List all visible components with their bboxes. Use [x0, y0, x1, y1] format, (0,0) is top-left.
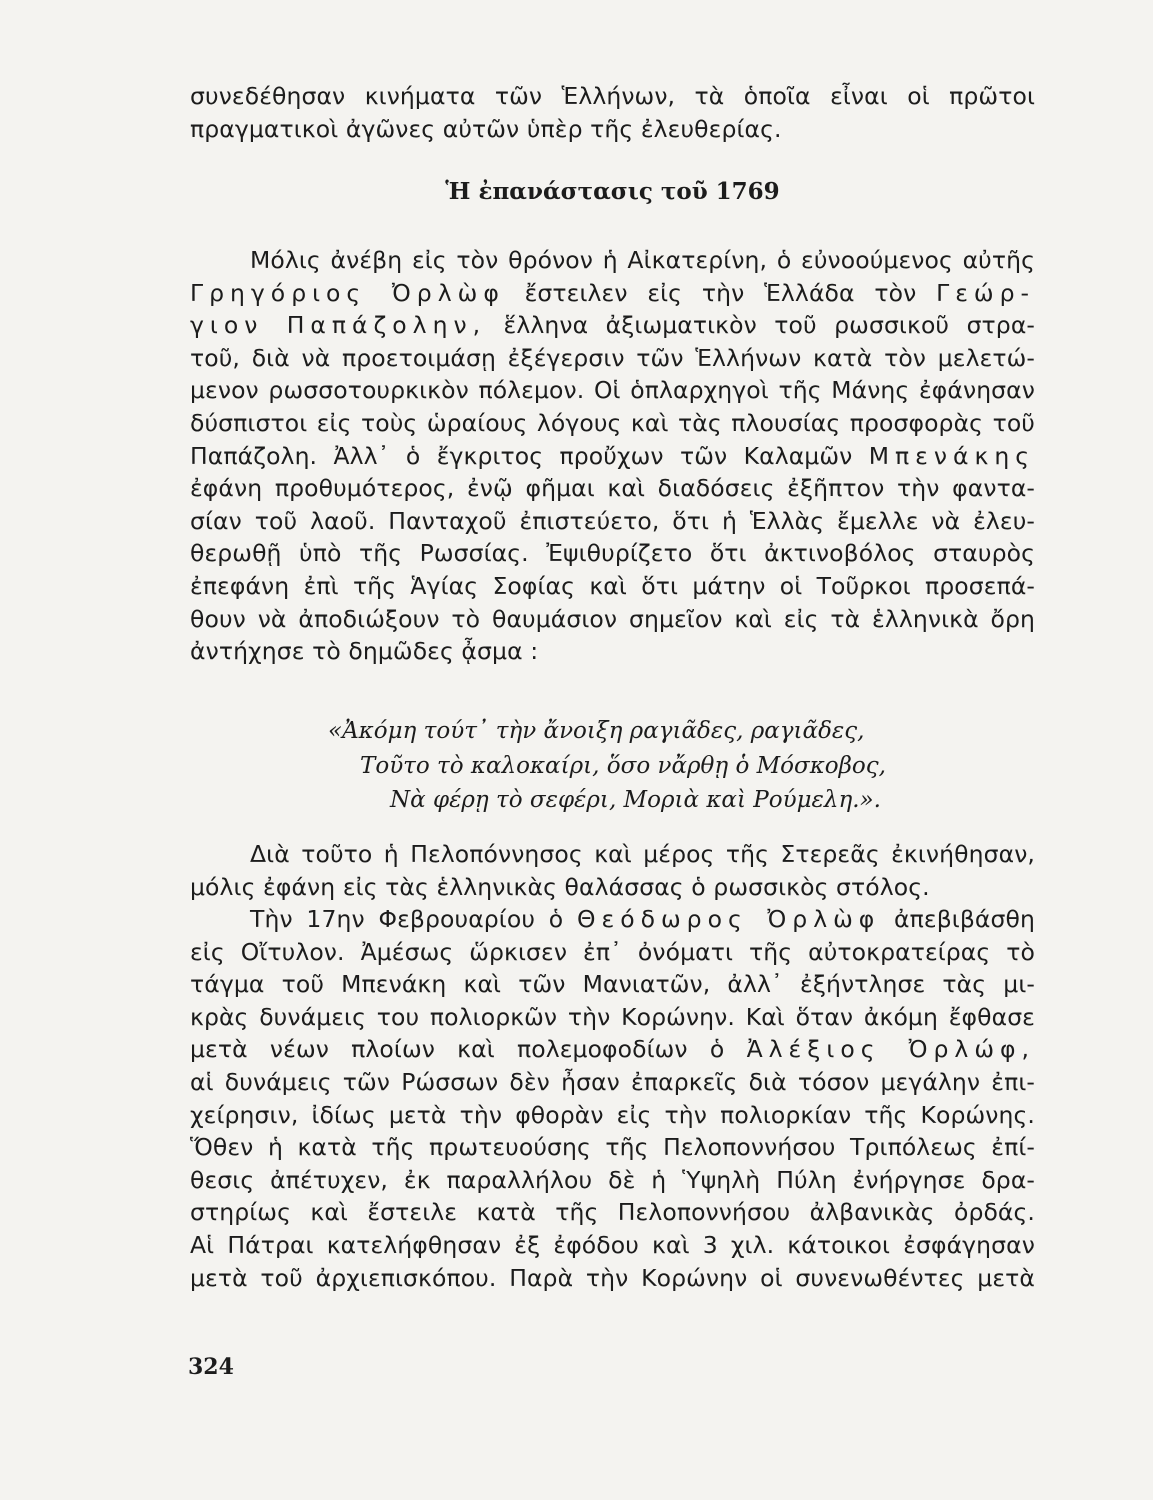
paragraph-1 — [190, 244, 1035, 668]
person-name: Μπενάκης — [868, 441, 1035, 470]
text-line: μενον ρωσσοτουρκικὸν πόλεμον. Οἱ ὁπλαρχηγοὶ τῆς Μάνης ἐφάνησαν — [190, 376, 1035, 405]
text-line: πραγματικοὶ ἀγῶνες αὐτῶν ὑπὲρ τῆς ἐλευθερίας. — [190, 114, 782, 143]
text-line: τάγμα τοῦ Μπενάκη καὶ τῶν Μανιατῶν, ἀλλ᾽ ἐξήντλησε τὰς μι- — [190, 970, 1035, 999]
poem-line: Τοῦτο τὸ καλοκαίρι, ὅσο νἄρθῃ ὁ Μόσκοβος, — [360, 752, 886, 779]
intro-paragraph — [190, 80, 1035, 145]
section-heading: Ἡ ἐπανάστασις τοῦ 1769 — [445, 178, 780, 205]
text-line — [190, 1033, 1035, 1066]
text-line — [190, 440, 1035, 473]
poem-line: «Ἀκόμη τούτ᾽ τὴν ἄνοιξη ραγιᾶδες, ραγιᾶδες, — [328, 718, 865, 744]
text-span: Παπάζολη. Ἀλλ᾽ ὁ ἔγκριτος προὔχων τῶν Καλαμῶν — [190, 441, 869, 470]
text-line: μόλις ἐφάνη εἰς τὰς ἑλληνικὰς θαλάσσας ὁ ρωσσικὸς στόλος. — [190, 872, 930, 901]
text-line: μετὰ τοῦ ἀρχιεπισκόπου. Παρὰ τὴν Κορώνην οἱ συνενωθέντες μετὰ — [190, 1263, 1035, 1292]
text-line: εἰς Οἴτυλον. Ἀμέσως ὥρκισεν ἐπ᾽ ὀνόματι τῆς αὐτοκρατείρας τὸ — [190, 937, 1035, 966]
text-span: ἕλληνα ἀξιωματικὸν τοῦ ρωσσικοῦ στρα- — [486, 311, 1035, 340]
text-line: σίαν τοῦ λαοῦ. Πανταχοῦ ἐπιστεύετο, ὅτι ἡ Ἑλλὰς ἔμελλε νὰ ἐλευ- — [190, 506, 1035, 535]
folk-song-quote — [190, 714, 1035, 818]
person-name: γιον Παπάζολην, — [190, 311, 487, 340]
text-line — [190, 277, 1035, 310]
text-line: ἀντήχησε τὸ δημῶδες ᾆσμα : — [190, 637, 539, 666]
text-line: Μόλις ἀνέβη εἰς τὸν θρόνον ἡ Αἰκατερίνη, ὁ εὐνοούμενος αὐτῆς — [250, 246, 1035, 274]
text-span: Τὴν 17ην Φεβρουαρίου ὁ — [250, 905, 578, 933]
text-line: κρὰς δυνάμεις του πολιορκῶν τὴν Κορώνην. Καὶ ὅταν ἀκόμη ἔφθασε — [190, 1002, 1035, 1031]
text-line: θεσις ἀπέτυχεν, ἐκ παραλλήλου δὲ ἡ Ὑψηλὴ Πύλη ἐνήργησε δρα- — [190, 1165, 1035, 1194]
text-line: αἱ δυνάμεις τῶν Ρώσσων δὲν ἦσαν ἐπαρκεῖς διὰ τόσον μεγάλην ἐπι- — [190, 1067, 1035, 1096]
text-span: ἔστειλεν εἰς τὴν Ἑλλάδα τὸν — [504, 278, 937, 307]
poem-line: Νὰ φέρῃ τὸ σεφέρι, Μοριὰ καὶ Ρούμελη.». — [390, 787, 881, 813]
text-span: ἀπεβιβάσθη — [880, 905, 1035, 933]
person-name: Γεώρ- — [936, 278, 1035, 307]
person-name: Θεόδωρος Ὀρλὼφ — [577, 905, 881, 933]
text-line: Διὰ τοῦτο ἡ Πελοπόννησος καὶ μέρος τῆς Στερεᾶς ἐκινήθησαν, — [250, 840, 1035, 868]
text-line: ἐπεφάνη ἐπὶ τῆς Ἁγίας Σοφίας καὶ ὅτι μάτην οἱ Τοῦρκοι προσεπά- — [190, 571, 1035, 600]
text-line: τοῦ, διὰ νὰ προετοιμάσῃ ἐξέγερσιν τῶν Ἑλλήνων κατὰ τὸν μελετώ- — [190, 343, 1035, 372]
paragraph-3 — [190, 903, 1035, 1294]
paragraph-2 — [190, 838, 1035, 903]
text-line: ἐφάνη προθυμότερος, ἐνῷ φῆμαι καὶ διαδόσεις ἐξῆπτον τὴν φαντα- — [190, 474, 1035, 503]
text-line — [190, 903, 1035, 936]
person-name: Γρηγόριος Ὀρλὼφ — [190, 278, 505, 307]
text-line: θερωθῇ ὑπὸ τῆς Ρωσσίας. Ἐψιθυρίζετο ὅτι ἀκτινοβόλος σταυρὸς — [190, 539, 1035, 568]
text-span: μετὰ νέων πλοίων καὶ πολεμοφοδίων ὁ — [190, 1035, 747, 1064]
text-line: Ὅθεν ἡ κατὰ τῆς πρωτευούσης τῆς Πελοποννήσου Τριπόλεως ἐπί- — [190, 1133, 1035, 1162]
person-name: Ἀλέξιος Ὀρλώφ, — [746, 1035, 1035, 1064]
page-number: 324 — [188, 1354, 234, 1380]
text-line: θουν νὰ ἀποδιώξουν τὸ θαυμάσιον σημεῖον καὶ εἰς τὰ ἑλληνικὰ ὄρη — [190, 604, 1035, 633]
text-line: χείρησιν, ἰδίως μετὰ τὴν φθορὰν εἰς τὴν πολιορκίαν τῆς Κορώνης. — [190, 1100, 1035, 1129]
text-line: συνεδέθησαν κινήματα τῶν Ἑλλήνων, τὰ ὁποῖα εἶναι οἱ πρῶτοι — [190, 82, 1035, 110]
text-line — [190, 309, 1035, 342]
text-line: Αἱ Πάτραι κατελήφθησαν ἐξ ἐφόδου καὶ 3 χιλ. κάτοικοι ἐσφάγησαν — [190, 1230, 1035, 1259]
text-line: στηρίως καὶ ἔστειλε κατὰ τῆς Πελοποννήσου ἀλβανικὰς ὀρδάς. — [190, 1198, 1035, 1227]
text-line: δύσπιστοι εἰς τοὺς ὡραίους λόγους καὶ τὰς πλουσίας προσφορὰς τοῦ — [190, 408, 1035, 437]
